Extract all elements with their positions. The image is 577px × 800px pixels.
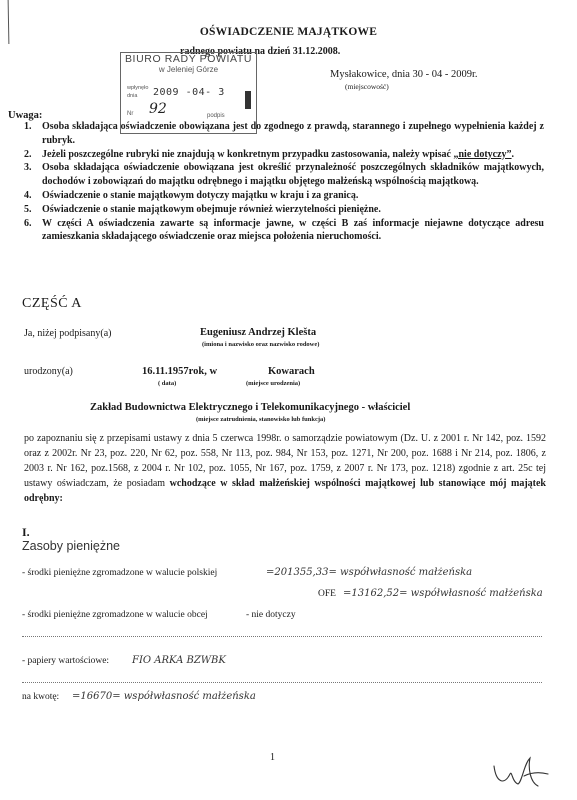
stamp-received-label: wpłynęło [127,85,149,91]
notes-list [24,120,544,244]
note-text: W części A oświadczenia zawarte są informacje jawne, w części B zaś informacje niejawne dotyczące adresu zamieszkania składającego oświadczenie oraz miejsca położenia nieruchomości. [42,217,544,243]
note-item [24,161,544,189]
foreign-currency-label: - środki pieniężne zgromadzone w walucie obcej [22,610,208,620]
securities-value: FIO ARKA BZWBK [132,655,226,666]
note-text: Oświadczenie o stanie majątkowym obejmuje również wierzytelności pieniężne. [42,203,381,215]
stamp-title: BIURO RADY POWIATU [124,53,253,65]
section-title: Zasoby pieniężne [22,539,120,553]
pln-value: =201355,33= współwłasność małżeńska [266,567,473,578]
employer: Zakład Budownictwa Elektrycznego i Telekomunikacyjnego - właściciel [90,402,411,413]
pln-label: - środki pieniężne zgromadzone w walucie polskiej [22,568,218,578]
initials-signature [490,752,560,792]
stamp-subtitle: w Jeleniej Górze [158,65,219,74]
employer-caption: (miejsce zatrudnienia, stanowisko lub funkcja) [196,416,326,423]
notes-heading: Uwaga: [8,110,43,121]
birth-place: Kowarach [268,366,315,377]
note-number: 5. [24,203,32,215]
birth-date: 16.11.1957rok, w [142,366,218,377]
birth-place-caption: (miejsce urodzenia) [246,380,301,387]
birth-date-caption: ( data) [158,380,177,387]
stamp-signature-label: podpis [207,113,225,119]
securities-label: - papiery wartościowe: [22,656,110,666]
note-item [24,189,544,203]
section-number: I. [22,525,30,539]
note-number: 4. [24,189,32,201]
note-text: Osoba składająca oświadczenie obowiązana jest określić przynależność poszczególnych składników majątkowych, dochodów i zobowiązań do majątku odrębnego i majątku objętego małżeńską wspólnością majątkową. [42,162,544,188]
ofe-value: =13162,52= współwłasność małżeńska [343,588,543,599]
note-quoted-text: „nie dotyczy” [453,148,512,160]
place-caption: (miejscowość) [345,82,389,91]
name-caption: (imiona i nazwisko oraz nazwisko rodowe) [202,341,320,348]
stamp-registry-number: 92 [149,101,167,117]
born-label: urodzony(a) [24,366,73,377]
amount-label: na kwotę: [22,692,60,702]
stamp-ink-mark [245,91,251,109]
stamp-nr-label: Nr [127,111,134,117]
note-text-end: . [511,148,515,160]
note-item [24,203,544,217]
document-subtitle: radnego powiatu na dzień 31.12.2008. [180,46,341,57]
note-text: Jeżeli poszczególne rubryki nie znajdują w konkretnym przypadku zastosowania, należy wpisać [42,148,454,160]
page-number: 1 [270,752,275,763]
blank-line [22,682,542,683]
note-number: 2. [24,148,32,160]
note-text: Oświadczenie o stanie majątkowym dotyczy majątku w kraju i za granicą. [42,189,359,201]
blank-line [22,636,542,637]
signed-label: Ja, niżej podpisany(a) [24,328,112,339]
stamp-day-label: dnia [127,93,138,99]
note-item [24,148,544,162]
note-text: Osoba składająca oświadczenie obowiązana jest do zgodnego z prawdą, starannego i zupełnego wypełnienia każdej z rubryk. [42,121,544,146]
part-a-heading: CZĘŚĆ A [22,296,82,311]
statement-bold-text: wchodzące w skład małżeńskiej wspólności majątkowej lub stanowiące mój majątek odrębny: [24,478,546,504]
amount-value: =16670= współwłasność małżeńska [72,691,256,702]
note-number: 6. [24,217,32,229]
statement-text: po zapoznaniu się z przepisami ustawy z dnia 5 czerwca 1998r. o samorządzie powiatowym (Dz. U. z 2001 r. Nr 142, poz. 1592 oraz z 2002r. Nr 23, poz. 220, Nr 62, poz. 558, Nr 113, poz. 984, Nr 153, poz. 1271, Nr 200, poz. 1688 i Nr 214, poz. 1806, z 2003 r. Nr 162, poz.1568, z 2004 r. Nr 102, poz. 1055, Nr 167, poz. 1759, z 2007 r. Nr 173, poz. 1218) zgodnie z art. 25c tej ustawy oświadczam, że posiadam [24,433,546,489]
ofe-label: OFE [318,589,336,599]
note-number: 1. [24,121,32,132]
foreign-currency-value: - nie dotyczy [246,610,296,620]
statement-paragraph [24,431,546,506]
note-item [24,217,544,245]
stamp-date: 2009 -04- 3 [153,87,225,98]
note-number: 3. [24,162,32,174]
declarant-name: Eugeniusz Andrzej Klešta [200,327,317,338]
place-date: Mysłakowice, dnia 30 - 04 - 2009r. [330,69,478,80]
document-title: OŚWIADCZENIE MAJĄTKOWE [199,26,378,38]
note-item [24,120,544,148]
